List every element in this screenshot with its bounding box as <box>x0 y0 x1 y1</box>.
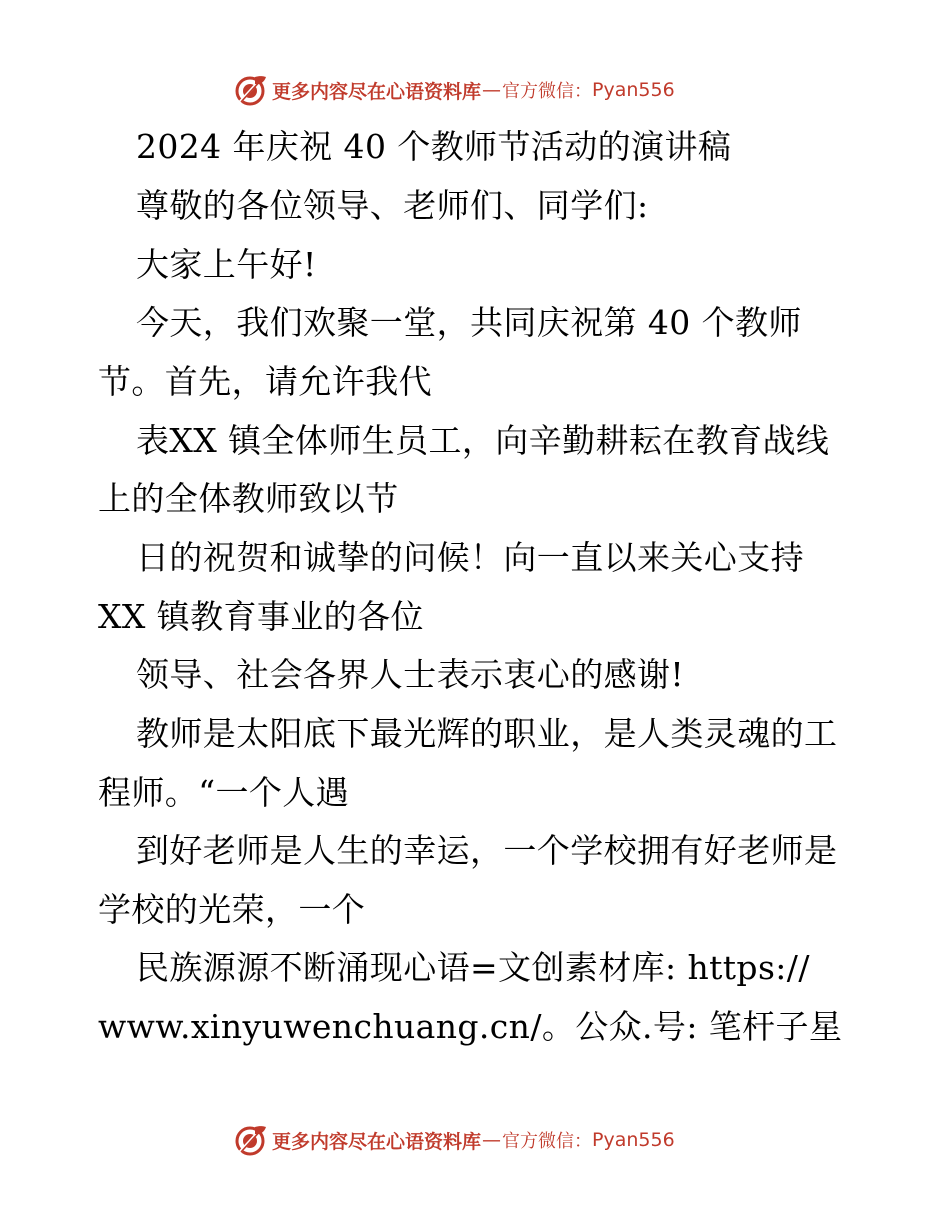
wechat-label: 官方微信： <box>502 81 593 102</box>
paragraph-line: 上的全体教师致以节 <box>98 479 399 518</box>
greeting: 大家上午好! <box>136 245 317 284</box>
paragraph-line: 今天，我们欢聚一堂，共同庆祝第 40 个教师 <box>136 303 802 342</box>
paragraph-line: 表XX 镇全体师生员工，向辛勤耕耘在教育战线 <box>136 421 830 460</box>
paragraph-line: 领导、社会各界人士表示衷心的感谢! <box>136 655 685 694</box>
paragraph-line: 程师。“一个人遇 <box>98 773 350 812</box>
paragraph-line: www.xinyuwenchuang.cn/。公众.号: 笔杆子星 <box>98 1007 843 1046</box>
quill-logo-icon <box>233 73 267 107</box>
wechat-id: Pyan556 <box>592 79 675 101</box>
document-title: 2024 年庆祝 40 个教师节活动的演讲稿 <box>136 127 732 166</box>
wechat-id: Pyan556 <box>592 1129 675 1151</box>
paragraph-line: 到好老师是人生的幸运，一个学校拥有好老师是 <box>136 831 838 870</box>
paragraph-line: 学校的光荣，一个 <box>98 890 366 929</box>
banner-separator: — <box>482 1129 502 1151</box>
quill-logo-icon <box>233 1123 267 1157</box>
paragraph-line: 民族源源不断涌现心语=文创素材库: https:// <box>136 948 810 987</box>
paragraph-line: 日的祝贺和诚挚的问候！向一直以来关心支持 <box>136 538 804 577</box>
salutation: 尊敬的各位领导、老师们、同学们: <box>136 186 649 225</box>
wechat-label: 官方微信： <box>502 1131 593 1152</box>
promo-text: 更多内容尽在心语资料库 <box>272 80 482 103</box>
paragraph-line: 节。首先，请允许我代 <box>98 362 432 401</box>
footer-banner <box>233 1122 675 1158</box>
paragraph-line: XX 镇教育事业的各位 <box>98 597 424 636</box>
banner-separator: — <box>482 79 502 101</box>
promo-text: 更多内容尽在心语资料库 <box>272 1130 482 1153</box>
header-banner <box>233 72 675 108</box>
paragraph-line: 教师是太阳底下最光辉的职业，是人类灵魂的工 <box>136 714 838 753</box>
